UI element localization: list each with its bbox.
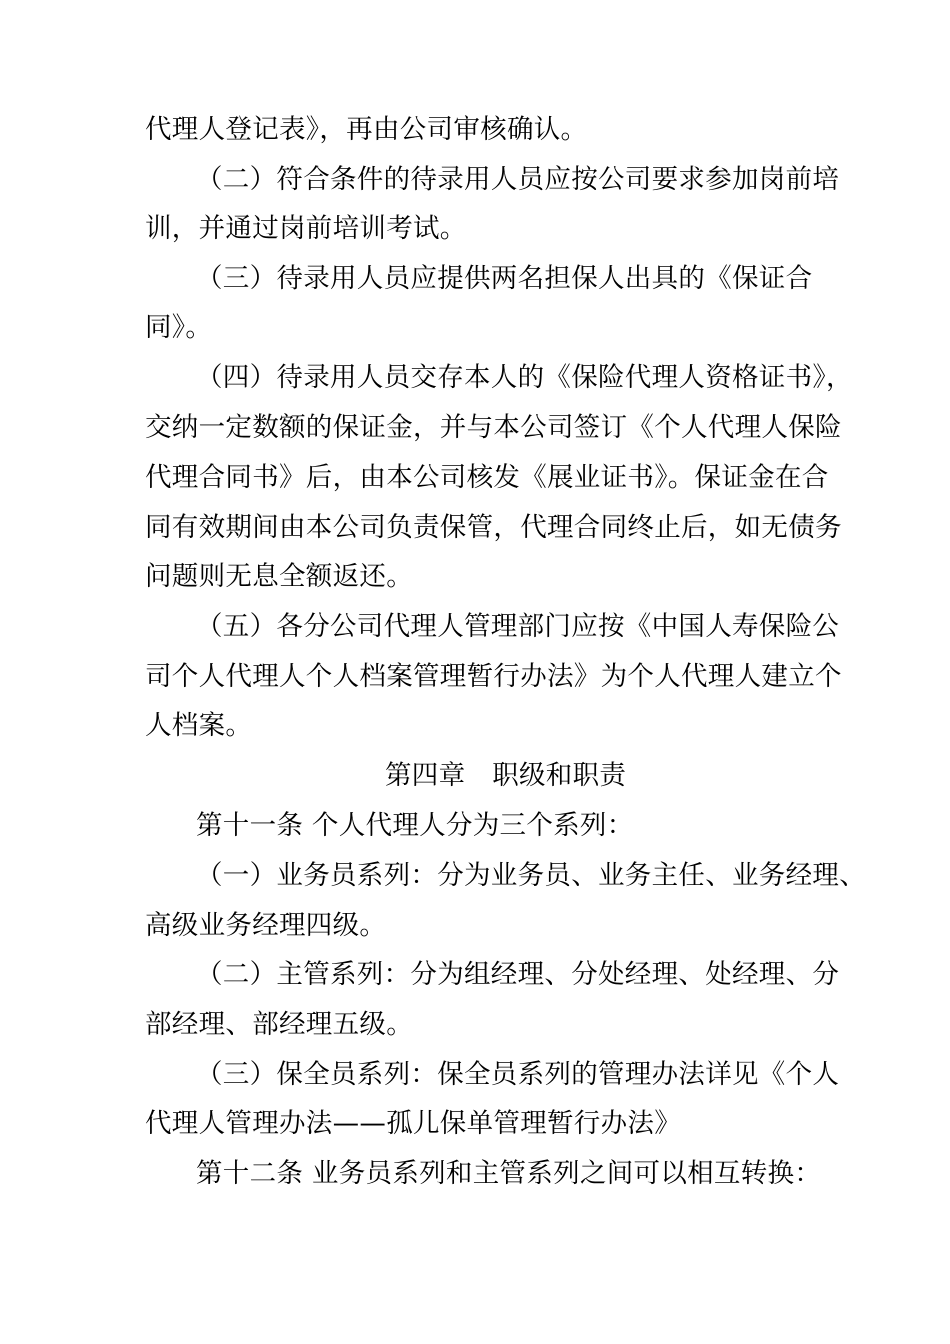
paragraph-line: （四）待录用人员交存本人的《保险代理人资格证书》， <box>196 362 853 393</box>
paragraph-line: 人档案。 <box>145 710 253 741</box>
paragraph-line: 代理人登记表》，再由公司审核确认。 <box>145 114 588 145</box>
paragraph-line: 同》。 <box>145 312 213 343</box>
paragraph-line: （一）业务员系列：分为业务员、业务主任、业务经理、 <box>196 860 866 891</box>
paragraph-line: （二）主管系列：分为组经理、分处经理、处经理、分 <box>196 959 840 990</box>
paragraph-line: 代理人管理办法——孤儿保单管理暂行办法》 <box>145 1108 681 1139</box>
paragraph-line: 训，并通过岗前培训考试。 <box>145 213 467 244</box>
paragraph-line: （三）待录用人员应提供两名担保人出具的《保证合 <box>196 263 813 294</box>
paragraph-line: 司个人代理人个人档案管理暂行办法》为个人代理人建立个 <box>145 661 842 692</box>
paragraph-line: 同有效期间由本公司负责保管，代理合同终止后，如无债务 <box>145 512 842 543</box>
paragraph-line: （二）符合条件的待录用人员应按公司要求参加岗前培 <box>196 164 840 195</box>
article-line: 第十一条 个人代理人分为三个系列： <box>196 810 634 841</box>
paragraph-line: （五）各分公司代理人管理部门应按《中国人寿保险公 <box>196 611 840 642</box>
paragraph-line: 代理合同书》后，由本公司核发《展业证书》。保证金在合 <box>145 462 829 493</box>
paragraph-line: 部经理、部经理五级。 <box>145 1009 413 1040</box>
paragraph-line: 高级业务经理四级。 <box>145 910 387 941</box>
paragraph-line: 交纳一定数额的保证金，并与本公司签订《个人代理人保险 <box>145 412 842 443</box>
article-line: 第十二条 业务员系列和主管系列之间可以相互转换： <box>196 1158 822 1189</box>
paragraph-line: 问题则无息全额返还。 <box>145 561 413 592</box>
paragraph-line: （三）保全员系列：保全员系列的管理办法详见《个人 <box>196 1059 840 1090</box>
chapter-heading: 第四章 职级和职责 <box>385 760 627 791</box>
